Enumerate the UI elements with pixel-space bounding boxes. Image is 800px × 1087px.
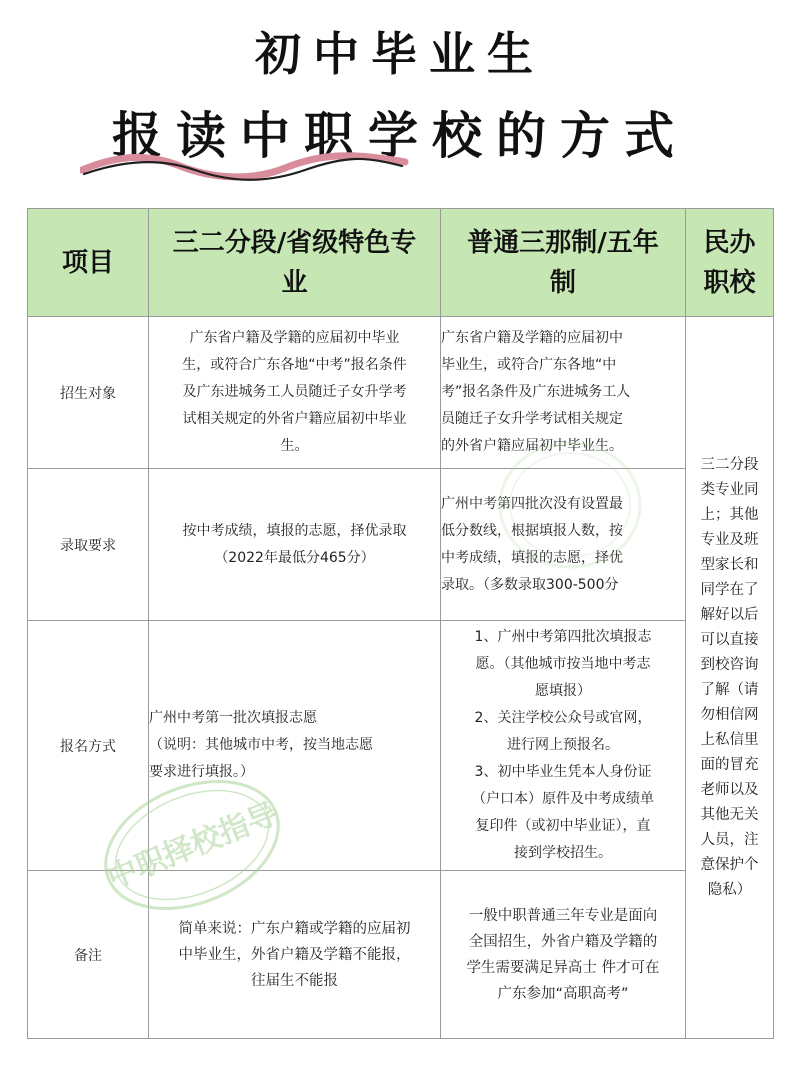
table-row: [28, 621, 774, 871]
cell-private-merged: 三二分段 类专业同 上；其他 专业及班 型家长和 同学在了 解好以后 可以直接 到校咨询 了解（请 勿相信网 上私信里 面的冒充 老师以及 其他无关 人员，注 意保护个 隐私）: [686, 317, 774, 1039]
page-title-line2: 报读中职学校的方式: [112, 107, 688, 165]
row-label-notes: 备注: [28, 871, 149, 1039]
page-title-line1: 初中毕业生: [255, 27, 545, 81]
cell-three-two-notes: 简单来说：广东户籍或学籍的应届初 中毕业生，外省户籍及学籍不能报， 往届生不能报: [149, 871, 441, 1039]
table-header-row: [28, 209, 774, 317]
row-label-admission: 录取要求: [28, 469, 149, 621]
header-three-two: 三二分段/省级特色专 业: [149, 209, 441, 317]
decorative-squiggle: [80, 148, 410, 188]
comparison-table: [27, 208, 774, 1039]
watermark-text: 中职择校指导: [102, 796, 283, 897]
cell-regular-notes: 一般中职普通三年专业是面向 全国招生，外省户籍及学籍的 学生需要满足异高士 件才可在 广东参加“高职高考”: [441, 871, 686, 1039]
cell-three-two-admission: 按中考成绩，填报的志愿，择优录取 （2022年最低分465分）: [149, 469, 441, 621]
cell-three-two-target: 广东省户籍及学籍的应届初中毕业 生，或符合广东各地“中考”报名条件 及广东进城务工人员随迁子女升学考 试相关规定的外省户籍应届初中毕业 生。: [149, 317, 441, 469]
header-private: 民办 职校: [686, 209, 774, 317]
cell-regular-target: 广东省户籍及学籍的应届初中 毕业生，或符合广东各地“中 考”报名条件及广东进城务工人 员随迁子女升学考试相关规定 的外省户籍应届初中毕业生。: [441, 317, 686, 469]
row-label-target: 招生对象: [28, 317, 149, 469]
cell-three-two-registration: 广州中考第一批次填报志愿 （说明：其他城市中考，按当地志愿 要求进行填报。）: [149, 621, 441, 871]
table-row: [28, 317, 774, 469]
header-regular: 普通三那制/五年 制: [441, 209, 686, 317]
row-label-registration: 报名方式: [28, 621, 149, 871]
cell-regular-admission: 广州中考第四批次没有设置最 低分数线，根据填报人数，按 中考成绩，填报的志愿，择优 录取。（多数录取300-500分: [441, 469, 686, 621]
header-item: 项目: [28, 209, 149, 317]
table-row: [28, 469, 774, 621]
table-row: [28, 871, 774, 1039]
cell-regular-registration: 1、广州中考第四批次填报志 愿。（其他城市按当地中考志 愿填报） 2、关注学校公众号或官网， 进行网上预报名。 3、初中毕业生凭本人身份证 （户口本）原件及中考成绩单 复印件（或初中毕业证），直 接到学校招生。: [441, 621, 686, 871]
